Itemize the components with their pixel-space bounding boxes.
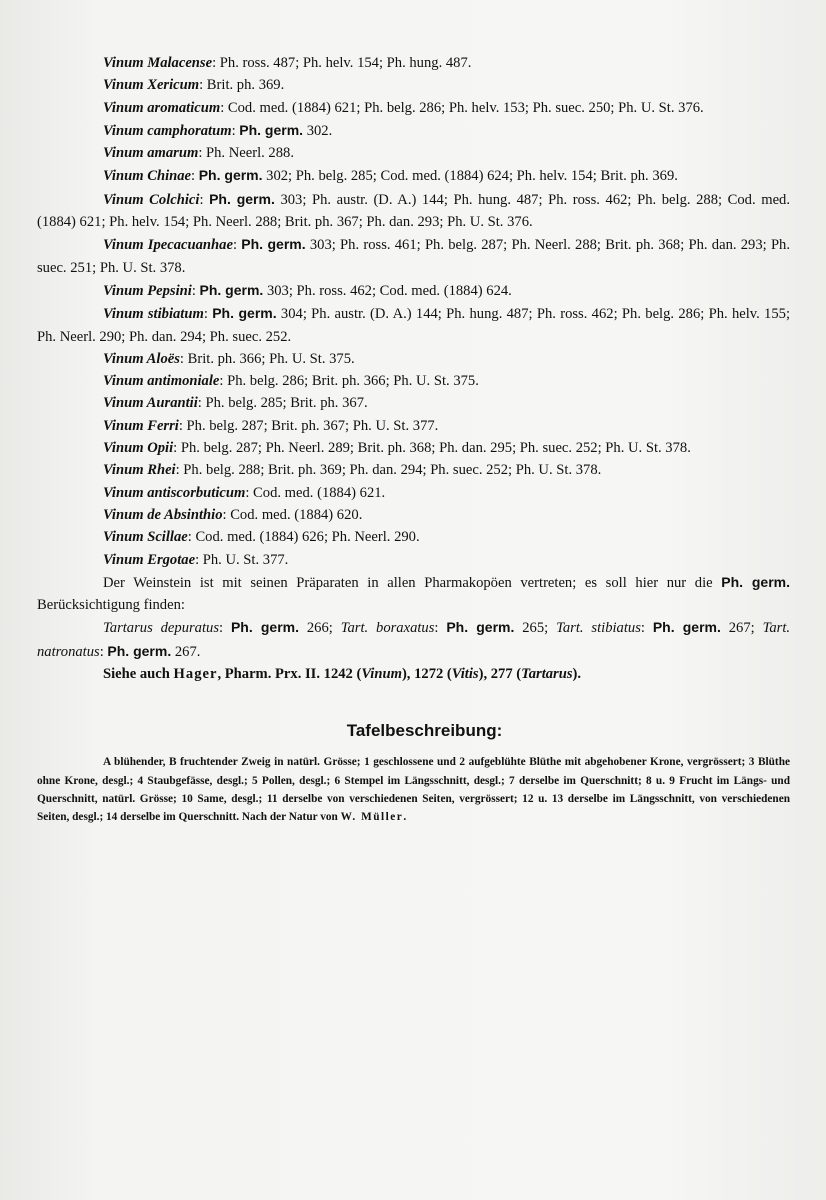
tartarus-colon: : bbox=[219, 620, 231, 637]
entry-ref: : Cod. med. (1884) 621; Ph. belg. 286; Ph. helv. 153; Ph. suec. 250; Ph. U. St. 376. bbox=[220, 99, 704, 116]
entry bbox=[37, 302, 790, 348]
siehe-term-2: Vitis bbox=[451, 666, 479, 683]
entry-ref: : bbox=[191, 168, 199, 185]
plate-description-heading: Tafelbeschreibung: bbox=[346, 721, 503, 741]
tartarus-germ: Ph. germ. bbox=[230, 619, 299, 636]
entry bbox=[37, 233, 790, 279]
plate-description-author: W. Müller bbox=[340, 810, 404, 823]
tartarus-page: 265; bbox=[514, 620, 557, 637]
entry-ref: 304; Ph. austr. (D. A.) 144; Ph. hung. 487; Ph. ross. 462; Ph. belg. 286; Ph. helv. 155; Ph. Neerl. 290; Ph. dan. 294; Ph. suec. 252. bbox=[37, 306, 791, 345]
entry-name: Vinum Rhei bbox=[103, 462, 176, 479]
entry bbox=[37, 504, 790, 526]
entry-germ-ref: Ph. germ. bbox=[209, 190, 275, 207]
entry-ref: 303; Ph. ross. 462; Cod. med. (1884) 624. bbox=[263, 282, 512, 299]
tartarus-page: 267. bbox=[171, 643, 201, 660]
weinstein-paragraph bbox=[37, 571, 790, 617]
entry bbox=[37, 142, 790, 164]
entry-name: Vinum Ferri bbox=[103, 417, 179, 434]
tartarus-name: Tart. stibiatus bbox=[556, 620, 641, 637]
entry-ref: : Cod. med. (1884) 626; Ph. Neerl. 290. bbox=[187, 529, 420, 546]
entry-name: Vinum Scillae bbox=[103, 529, 188, 546]
plate-description-end: . bbox=[403, 810, 407, 823]
entry-ref: 302; Ph. belg. 285; Cod. med. (1884) 624; Ph. helv. 154; Brit. ph. 369. bbox=[262, 168, 678, 185]
entry-germ-ref: Ph. germ. bbox=[212, 305, 277, 322]
entry-name: Vinum Xericum bbox=[103, 77, 200, 94]
pharmacopoeia-entries bbox=[37, 52, 790, 571]
tartarus-colon: : bbox=[434, 620, 447, 637]
entry-ref: : bbox=[191, 282, 200, 299]
entry-name: Vinum amarum bbox=[103, 145, 199, 162]
entry-ref: : bbox=[203, 306, 213, 323]
siehe-text-1: , Pharm. Prx. II. 1242 ( bbox=[217, 666, 362, 683]
entry-name: Vinum Pepsini bbox=[103, 282, 192, 299]
weinstein-germ: Ph. germ. bbox=[721, 573, 790, 590]
siehe-term-1: Vinum bbox=[361, 666, 402, 683]
entry-name: Vinum Chinae bbox=[103, 168, 192, 185]
plate-description bbox=[37, 753, 790, 826]
entry-name: Vinum Malacense bbox=[103, 55, 213, 71]
entry bbox=[37, 119, 790, 142]
entry-name: Vinum de Absinthio bbox=[103, 506, 223, 523]
entry-ref: : Cod. med. (1884) 620. bbox=[222, 506, 363, 523]
entry-name: Vinum antiscorbuticum bbox=[103, 484, 246, 501]
entry-ref: : Ph. belg. 287; Brit. ph. 367; Ph. U. St. 377. bbox=[178, 417, 439, 434]
entry-ref: 303; Ph. austr. (D. A.) 144; Ph. hung. 487; Ph. ross. 462; Ph. belg. 288; Cod. med. (1884) 621; Ph. helv. 154; Ph. Neerl. 288; Brit. ph. 367; Ph. dan. 293; Ph. U. St. 376. bbox=[37, 191, 791, 231]
entry bbox=[37, 74, 790, 96]
entry bbox=[37, 549, 790, 571]
entry-name: Vinum Aloës bbox=[103, 350, 180, 367]
entry bbox=[37, 348, 790, 370]
entry bbox=[37, 97, 790, 119]
tartarus-name: Tart. boraxatus bbox=[340, 620, 435, 637]
weinstein-text-1: Der Weinstein ist mit seinen Präparaten in allen Pharmakopöen vertreten; es soll hier nur die bbox=[103, 574, 722, 591]
tartarus-germ: Ph. germ. bbox=[652, 619, 721, 636]
entry-name: Vinum Ergotae bbox=[103, 551, 196, 568]
entry-germ-ref: Ph. germ. bbox=[241, 236, 306, 253]
entry bbox=[37, 526, 790, 548]
entry-ref: : Ph. belg. 286; Brit. ph. 366; Ph. U. St. 375. bbox=[219, 373, 479, 390]
tartarus-name: Tart. natronatus bbox=[37, 620, 791, 660]
tartarus-colon: : bbox=[640, 620, 653, 637]
entry bbox=[37, 459, 790, 481]
weinstein-text-2: Berücksichtigung finden: bbox=[37, 597, 185, 614]
entry bbox=[37, 52, 790, 74]
siehe-author: Hager bbox=[173, 666, 218, 683]
tartarus-germ: Ph. germ. bbox=[446, 619, 515, 636]
siehe-text-2: ), 1272 ( bbox=[401, 666, 452, 683]
entry bbox=[37, 370, 790, 392]
entry bbox=[37, 482, 790, 504]
entry-name: Vinum camphoratum bbox=[103, 122, 232, 139]
entry-germ-ref: Ph. germ. bbox=[199, 281, 264, 298]
entry-name: Vinum Colchici bbox=[103, 191, 200, 208]
entry-name: Vinum Ipecacuanhae bbox=[103, 237, 233, 254]
entry bbox=[37, 279, 790, 302]
entry-ref: : Ph. U. St. 377. bbox=[195, 551, 289, 568]
entry-ref: : Ph. ross. 487; Ph. helv. 154; Ph. hung. 487. bbox=[212, 55, 472, 71]
siehe-term-3: Tartarus bbox=[521, 666, 573, 683]
entry-name: Vinum stibiatum bbox=[103, 306, 204, 323]
siehe-paragraph bbox=[37, 663, 790, 685]
entry-name: Vinum Aurantii bbox=[103, 395, 198, 412]
siehe-text-3: ), 277 ( bbox=[478, 666, 522, 683]
entry-ref: 303; Ph. ross. 461; Ph. belg. 287; Ph. Neerl. 288; Brit. ph. 368; Ph. dan. 293; Ph. suec. 251; Ph. U. St. 378. bbox=[37, 237, 791, 276]
entry bbox=[37, 188, 790, 234]
tartarus-page: 266; bbox=[298, 620, 341, 637]
siehe-prefix: Siehe auch bbox=[103, 666, 174, 683]
tartarus-name: Tartarus depuratus bbox=[103, 620, 220, 637]
entry bbox=[37, 392, 790, 414]
entry bbox=[37, 164, 790, 187]
tartarus-colon: : bbox=[99, 643, 108, 660]
plate-description-text: A blühender, B fruchtender Zweig in natürl. Grösse; 1 geschlossene und 2 aufgeblühte Blüthe mit abgehobener Krone, vergrössert; 3 Blüthe ohne Krone, desgl.; 4 Staubgefässe, desgl.; 5 Pollen, desgl.; 6 Stempel im Längsschnitt, desgl.; 7 derselbe im Querschnitt; 8 u. 9 Frucht im Längs- und Querschnitt, natürl. Grösse; 10 Same, desgl.; 11 derselbe von verschiedenen Seiten, vergrössert; 12 u. 13 derselbe im Längsschnitt, von verschiedenen Seiten, desgl.; 14 derselbe im Querschnitt. Nach der Natur von bbox=[37, 756, 790, 823]
tartarus-page: 267; bbox=[720, 620, 763, 637]
entry-ref: : Ph. belg. 287; Ph. Neerl. 289; Brit. ph. 368; Ph. dan. 295; Ph. suec. 252; Ph. U. St. 378. bbox=[173, 440, 691, 457]
tartarus-germ: Ph. germ. bbox=[107, 642, 172, 659]
entry-ref: : bbox=[199, 191, 210, 208]
entry-name: Vinum aromaticum bbox=[103, 99, 221, 116]
entry-germ-ref: Ph. germ. bbox=[198, 167, 263, 184]
entry-ref: : Ph. belg. 285; Brit. ph. 367. bbox=[197, 395, 368, 412]
entry bbox=[37, 437, 790, 459]
entry-name: Vinum Opii bbox=[103, 440, 174, 457]
entry-ref: : bbox=[231, 122, 240, 139]
entry-ref: : Brit. ph. 366; Ph. U. St. 375. bbox=[179, 350, 355, 367]
entry-ref: : Cod. med. (1884) 621. bbox=[245, 484, 386, 501]
entry-ref: : Ph. belg. 288; Brit. ph. 369; Ph. dan. 294; Ph. suec. 252; Ph. U. St. 378. bbox=[175, 462, 602, 479]
entry-ref: 302. bbox=[303, 122, 333, 139]
entry-ref: : Ph. Neerl. 288. bbox=[198, 145, 294, 162]
tartarus-paragraph bbox=[37, 616, 790, 663]
entry bbox=[37, 415, 790, 437]
entry-ref: : bbox=[232, 237, 242, 254]
siehe-text-4: ). bbox=[572, 666, 582, 683]
entry-ref: : Brit. ph. 369. bbox=[199, 77, 285, 94]
entry-germ-ref: Ph. germ. bbox=[239, 121, 304, 138]
entry-name: Vinum antimoniale bbox=[103, 373, 220, 390]
